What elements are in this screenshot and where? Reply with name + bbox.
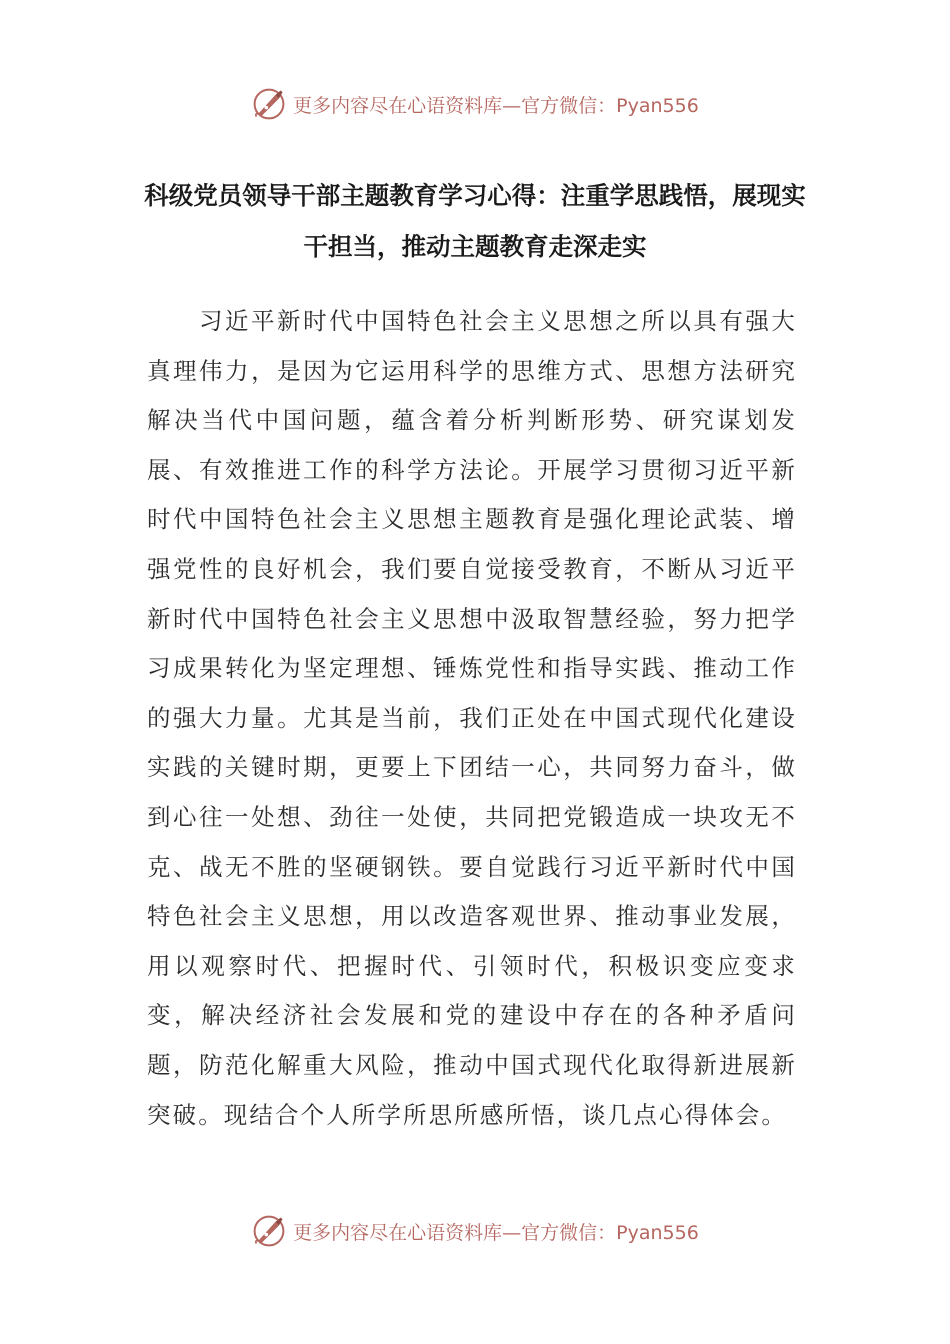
document-title: 科级党员领导干部主题教育学习心得：注重学思践悟，展现实干担当，推动主题教育走深走实 [144, 181, 806, 261]
banner-text: 更多内容尽在心语资料库—官方微信：Pyan556 [293, 94, 699, 117]
wechat-id: Pyan556 [616, 1221, 699, 1244]
header-banner [0, 84, 950, 124]
wechat-id: Pyan556 [616, 94, 699, 117]
body-paragraph: 习近平新时代中国特色社会主义思想之所以具有强大真理伟力，是因为它运用科学的思维方式、思想方法研究解决当代中国问题，蕴含着分析判断形势、研究谋划发展、有效推进工作的科学方法论。开展学习贯彻习近平新时代中国特色社会主义思想主题教育是强化理论武装、增强党性的良好机会，我们要自觉接受教育，不断从习近平新时代中国特色社会主义思想中汲取智慧经验，努力把学习成果转化为坚定理想、锤炼党性和指导实践、推动工作的强大力量。尤其是当前，我们正处在中国式现代化建设实践的关键时期，更要上下团结一心，共同努力奋斗，做到心往一处想、劲往一处使，共同把党锻造成一块攻无不克、战无不胜的坚硬钢铁。要自觉践行习近平新时代中国特色社会主义思想，用以改造客观世界、推动事业发展，用以观察时代、把握时代、引领时代，积极识变应变求变，解决经济社会发展和党的建设中存在的各种矛盾问题，防范化解重大风险，推动中国式现代化取得新进展新突破。现结合个人所学所思所感所悟，谈几点心得体会。 [147, 307, 797, 1129]
pen-nib-logo-icon [251, 1213, 287, 1249]
banner-text: 更多内容尽在心语资料库—官方微信：Pyan556 [293, 1221, 699, 1244]
pen-nib-logo-icon [251, 86, 287, 122]
footer-banner [0, 1211, 950, 1251]
